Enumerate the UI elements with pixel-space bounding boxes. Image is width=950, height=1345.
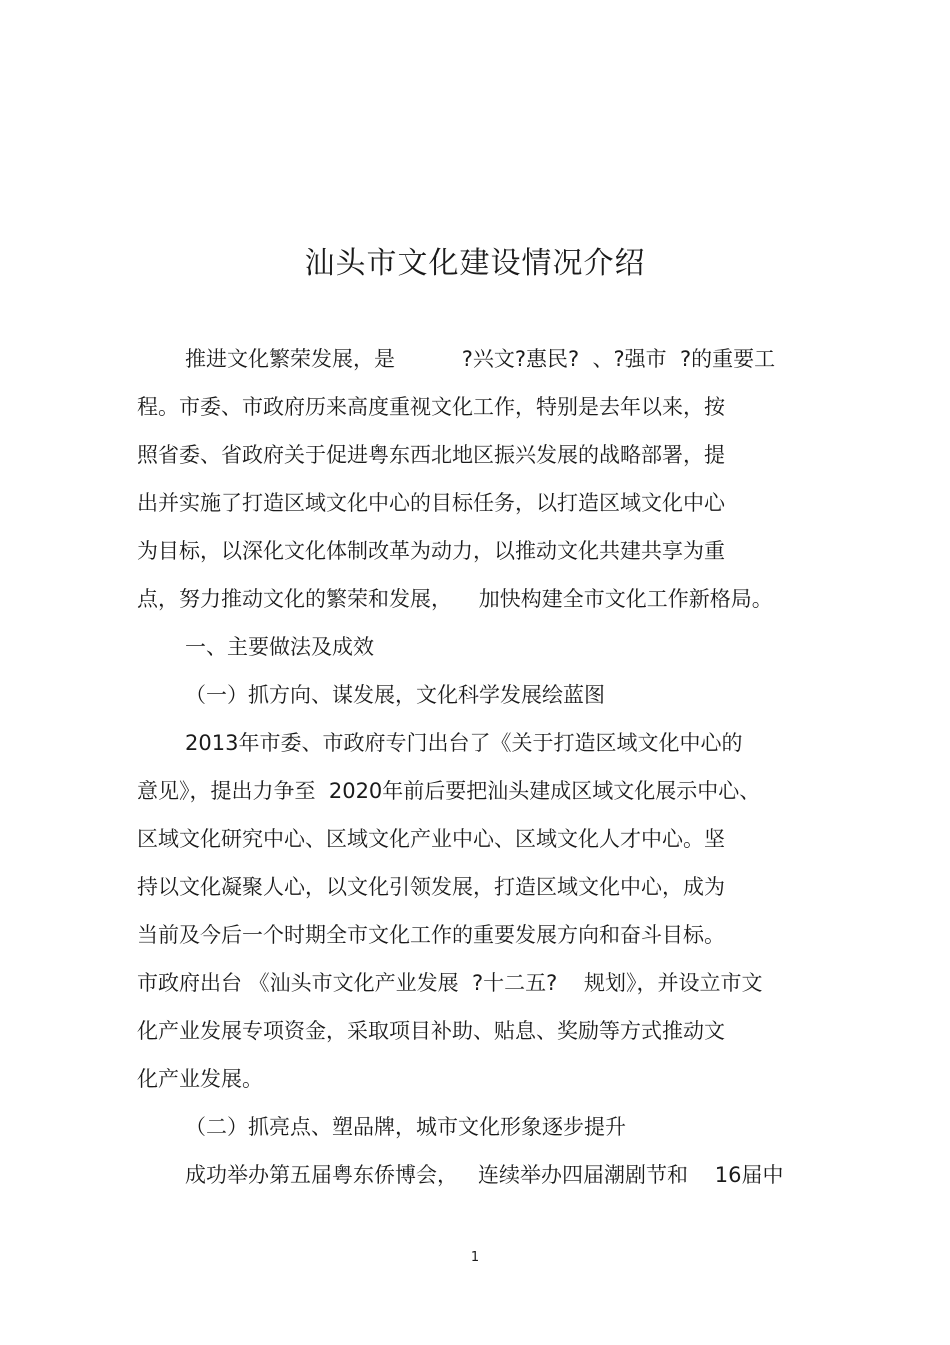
paragraph-line: 意见》，提出力争至 2020年前后要把汕头建成区域文化展示中心、 <box>137 779 761 803</box>
paragraph-line: 程。市委、市政府历来高度重视文化工作，特别是去年以来，按 <box>137 395 725 419</box>
paragraph-line: 市政府出台 《汕头市文化产业发展 ?十二五? 规划》，并设立市文 <box>137 971 763 995</box>
paragraph-line: 点，努力推动文化的繁荣和发展， 加快构建全市文化工作新格局。 <box>137 587 773 611</box>
subsection-heading: （二）抓亮点、塑品牌，城市文化形象逐步提升 <box>185 1115 626 1139</box>
paragraph-line: 持以文化凝聚人心，以文化引领发展，打造区域文化中心，成为 <box>137 875 725 899</box>
paragraph-line: 当前及今后一个时期全市文化工作的重要发展方向和奋斗目标。 <box>137 923 725 947</box>
paragraph-line: 出并实施了打造区域文化中心的目标任务，以打造区域文化中心 <box>137 491 725 515</box>
paragraph-line: 成功举办第五届粤东侨博会， 连续举办四届潮剧节和 16届中 <box>185 1163 784 1187</box>
paragraph-line: 照省委、省政府关于促进粤东西北地区振兴发展的战略部署，提 <box>137 443 725 467</box>
paragraph-line: 为目标，以深化文化体制改革为动力，以推动文化共建共享为重 <box>137 539 725 563</box>
document-title: 汕头市文化建设情况介绍 <box>304 246 646 281</box>
paragraph-line: 2013年市委、市政府专门出台了《关于打造区域文化中心的 <box>185 731 743 755</box>
paragraph-line: 化产业发展专项资金，采取项目补助、贴息、奖励等方式推动文 <box>137 1019 725 1043</box>
page-number: 1 <box>470 1250 480 1265</box>
subsection-heading: （一）抓方向、谋发展，文化科学发展绘蓝图 <box>185 683 605 707</box>
paragraph-line: 化产业发展。 <box>137 1067 263 1091</box>
section-heading: 一、主要做法及成效 <box>185 635 374 659</box>
paragraph-line: 推进文化繁荣发展，是 ?兴文?惠民? 、?强市 ?的重要工 <box>185 347 776 371</box>
paragraph-line: 区域文化研究中心、区域文化产业中心、区域文化人才中心。坚 <box>137 827 725 851</box>
